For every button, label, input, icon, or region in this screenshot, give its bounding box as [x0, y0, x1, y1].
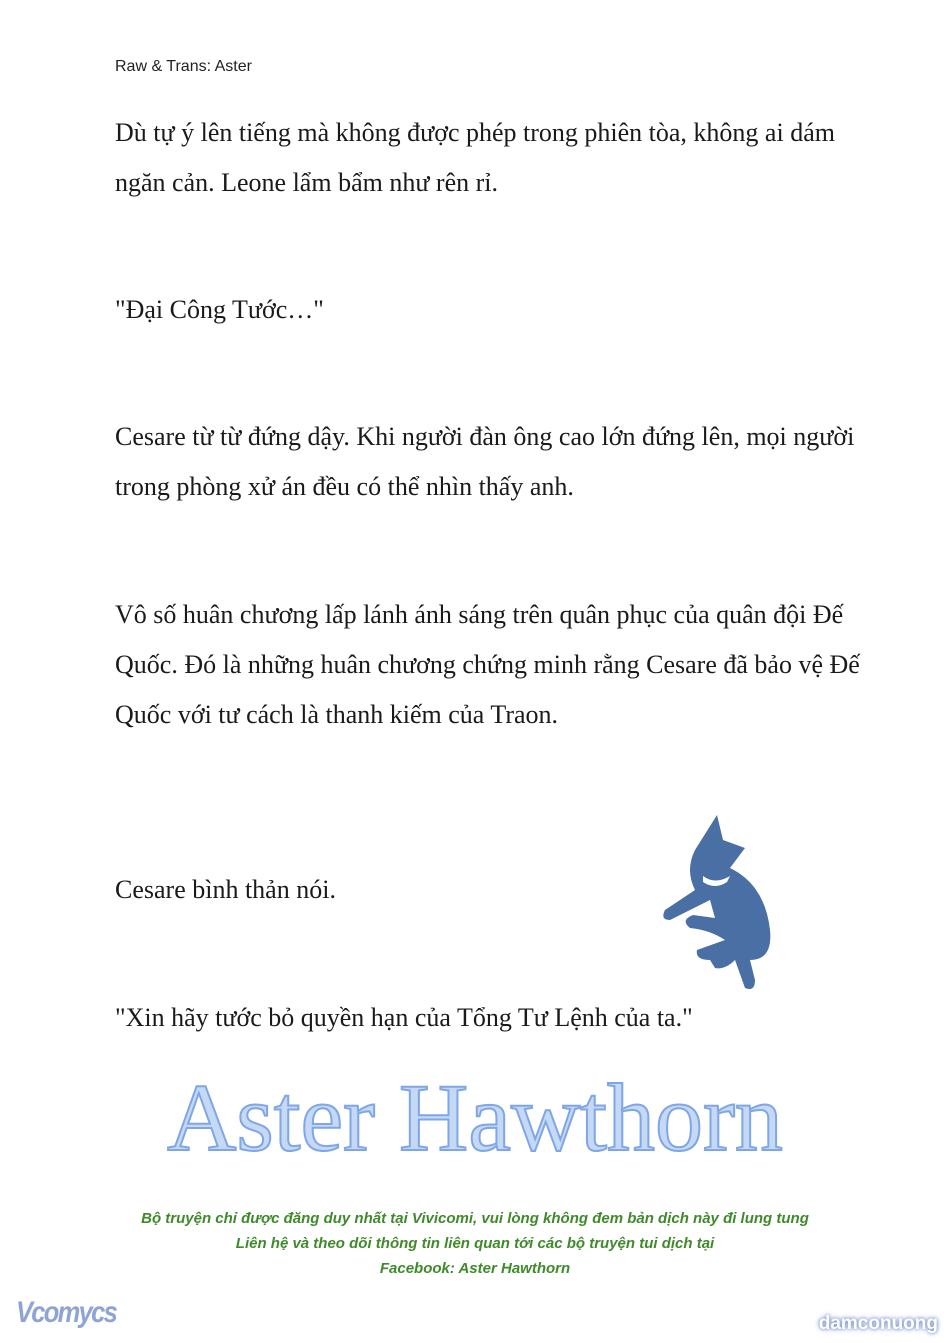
paragraph: Vô số huân chương lấp lánh ánh sáng trên quân phục của quân đội Đế Quốc. Đó là những huân chương chứng minh rằng Cesare đã bảo vệ Đế Quốc với tư cách là thanh kiếm của Traon. [115, 600, 860, 729]
damconuong-logo: damconuong [818, 1313, 938, 1334]
footer-notice: Bộ truyện chỉ được đăng duy nhất tại Vivicomi, vui lòng không đem bản dịch này đi lung tung [141, 1210, 809, 1227]
paragraph: "Đại Công Tước…" [115, 295, 324, 324]
paragraph: Cesare từ từ đứng dậy. Khi người đàn ông cao lớn đứng lên, mọi người trong phòng xử án đều có thể nhìn thấy anh. [115, 422, 855, 501]
paragraph: Dù tự ý lên tiếng mà không được phép trong phiên tòa, không ai dám ngăn cản. Leone lẩm bẩm như rên rỉ. [115, 118, 835, 197]
page-header: Raw & Trans: Aster [115, 58, 252, 75]
paragraph: Cesare bình thản nói. [115, 875, 336, 904]
cat-icon [655, 810, 780, 990]
footer-contact: Liên hệ và theo dõi thông tin liên quan tới các bộ truyện tui dịch tại [235, 1235, 715, 1252]
vcomycs-logo: Vcomycs [16, 1296, 117, 1329]
paragraph: "Xin hãy tước bỏ quyền hạn của Tổng Tư Lệnh của ta." [115, 1003, 693, 1032]
footer-facebook: Facebook: Aster Hawthorn [379, 1260, 571, 1277]
watermark-text: Aster Hawthorn [167, 1064, 783, 1171]
